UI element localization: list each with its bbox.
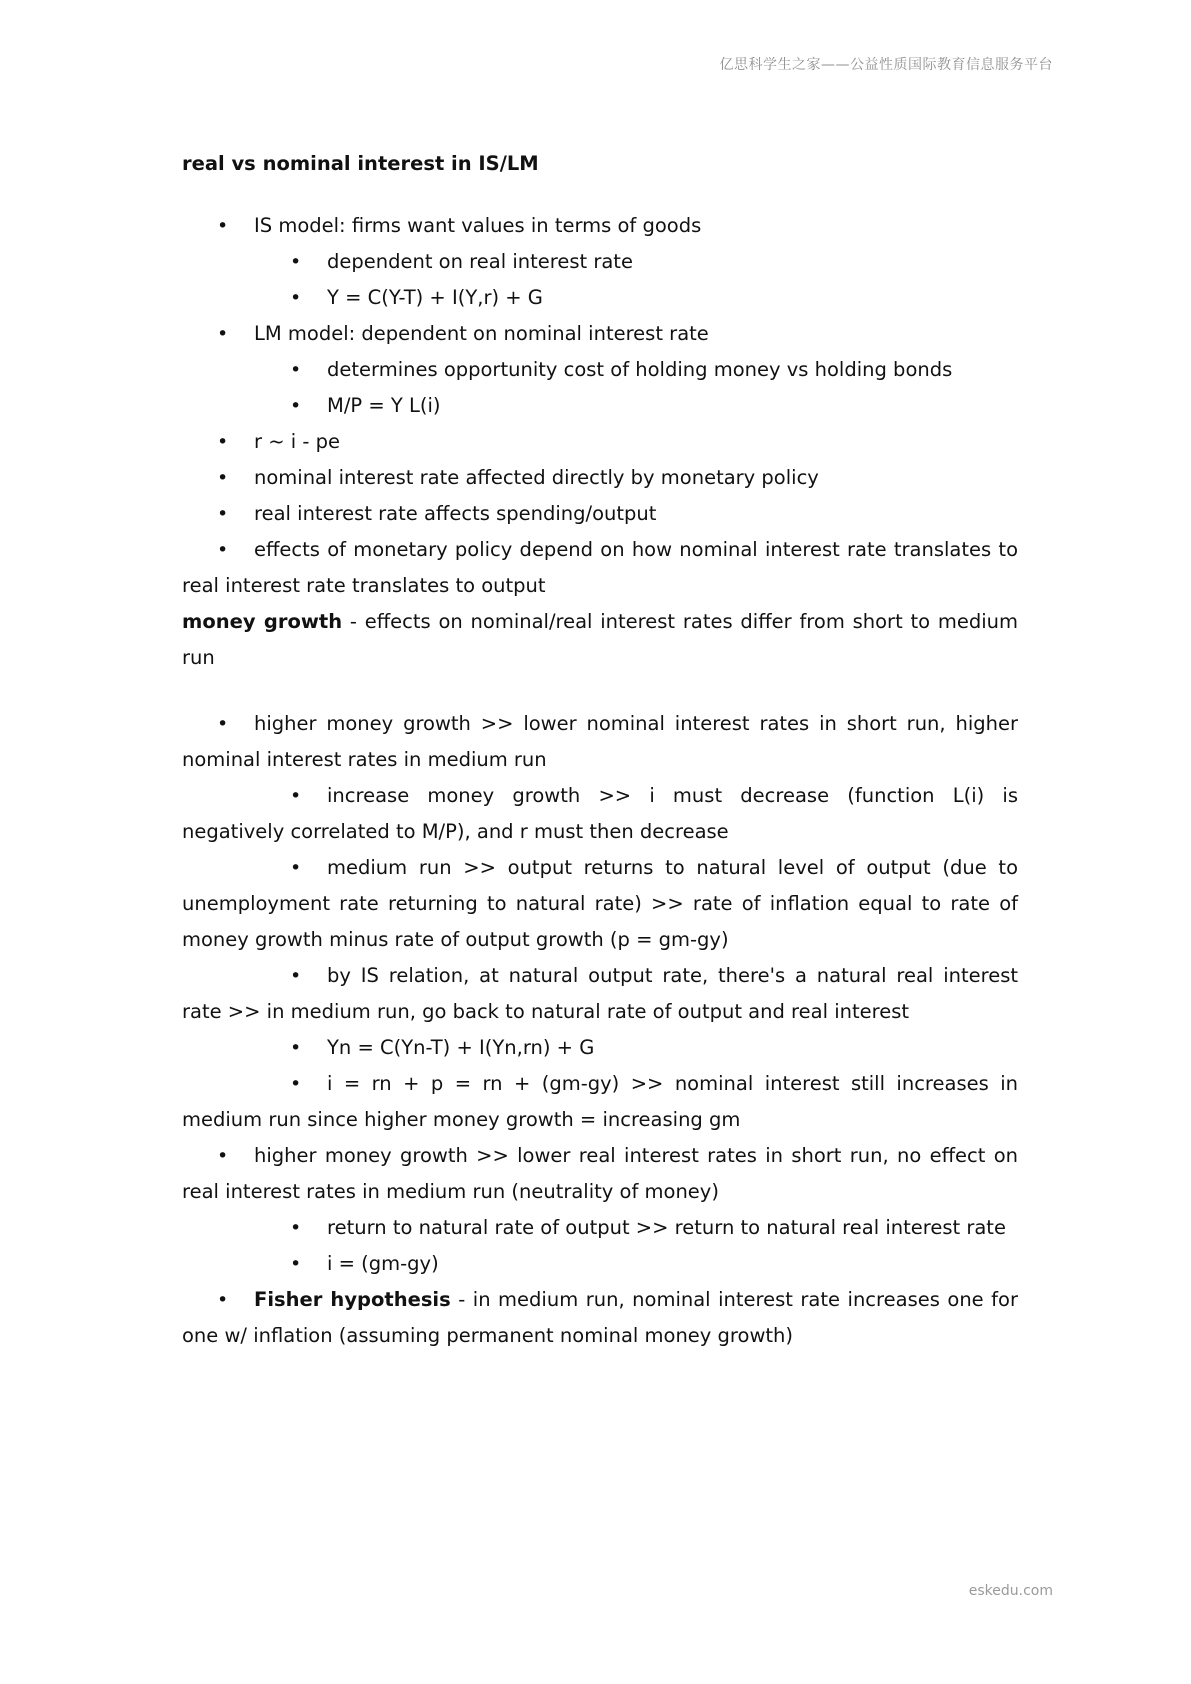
page-header: 亿思科学生之家——公益性质国际教育信息服务平台: [719, 57, 1053, 73]
list-item: • real interest rate affects spending/output: [182, 496, 1018, 532]
money-growth-paragraph: [182, 604, 1018, 676]
list-item: • by IS relation, at natural output rate, there's a natural real interest rate >> in medium run, go back to natural rate of output and real interest: [182, 958, 1018, 1030]
list-item: • nominal interest rate affected directly by monetary policy: [182, 460, 1018, 496]
page-footer: eskedu.com: [968, 1583, 1053, 1599]
list-item: • determines opportunity cost of holding money vs holding bonds: [182, 352, 1018, 388]
list-item: • dependent on real interest rate: [182, 244, 1018, 280]
list-item: • Yn = C(Yn-T) + I(Yn,rn) + G: [182, 1030, 1018, 1066]
list-item: • i = (gm-gy): [182, 1246, 1018, 1282]
list-item: • increase money growth >> i must decrease (function L(i) is negatively correlated to M/P), and r must then decrease: [182, 778, 1018, 850]
fisher-hypothesis-term: Fisher hypothesis: [254, 1288, 451, 1311]
section-title: real vs nominal interest in IS/LM: [182, 152, 539, 175]
list-item: • LM model: dependent on nominal interest rate: [182, 316, 1018, 352]
bullet-list-money-growth: [182, 706, 1018, 1354]
list-item: • medium run >> output returns to natural level of output (due to unemployment rate returning to natural rate) >> rate of inflation equal to rate of money growth minus rate of output growth (p = gm-gy): [182, 850, 1018, 958]
money-growth-term: money growth: [182, 610, 343, 633]
list-item: • M/P = Y L(i): [182, 388, 1018, 424]
fisher-hypothesis-description: - in medium run, nominal interest rate increases one for one w/ inflation (assuming permanent nominal money growth): [182, 1288, 1018, 1347]
list-item: • effects of monetary policy depend on how nominal interest rate translates to real interest rate translates to output: [182, 532, 1018, 604]
document-body: [182, 150, 1018, 1354]
list-item-fisher: [182, 1282, 1018, 1354]
list-item: • r ~ i - pe: [182, 424, 1018, 460]
list-item: • IS model: firms want values in terms of goods: [182, 208, 1018, 244]
bullet-list-is-lm: [182, 208, 1018, 604]
money-growth-description: - effects on nominal/real interest rates differ from short to medium run: [182, 610, 1019, 669]
list-item: • Y = C(Y-T) + I(Y,r) + G: [182, 280, 1018, 316]
list-item: • higher money growth >> lower real interest rates in short run, no effect on real interest rates in medium run (neutrality of money): [182, 1138, 1018, 1210]
list-item: • i = rn + p = rn + (gm-gy) >> nominal interest still increases in medium run since higher money growth = increasing gm: [182, 1066, 1018, 1138]
list-item: • higher money growth >> lower nominal interest rates in short run, higher nominal interest rates in medium run: [182, 706, 1018, 778]
list-item: • return to natural rate of output >> return to natural real interest rate: [182, 1210, 1018, 1246]
